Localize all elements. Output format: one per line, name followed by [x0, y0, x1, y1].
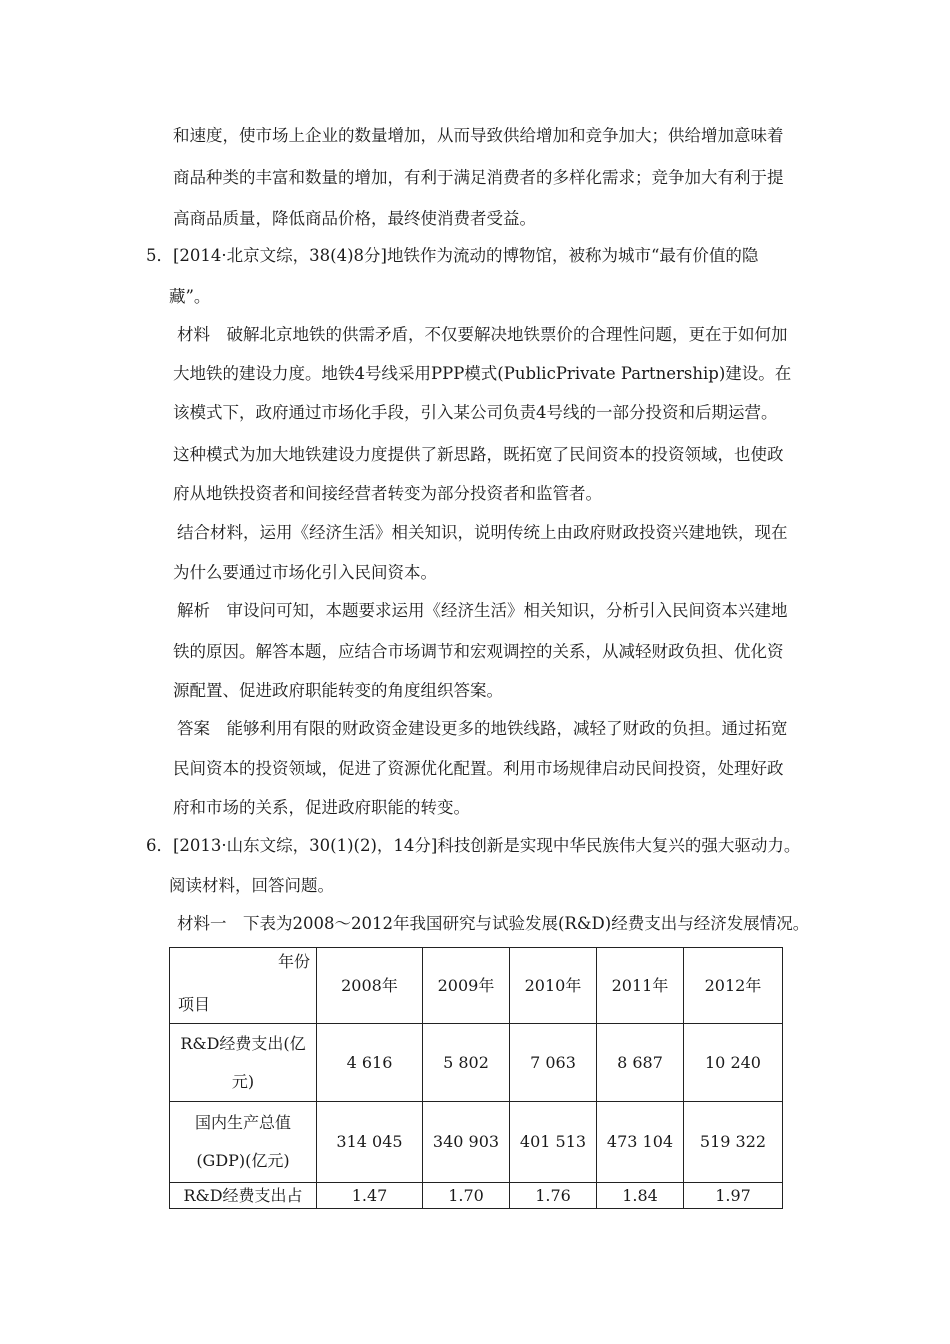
text-line: 阅读材料，回答问题。: [169, 876, 334, 895]
row-label-line: 元): [231, 1071, 255, 1091]
table-cell: 340 903: [423, 1102, 510, 1183]
text-line: 该模式下，政府通过市场化手段，引入某公司负责4号线的一部分投资和后期运营。: [173, 403, 778, 422]
year-header: 2009年: [423, 948, 510, 1024]
table-cell: 473 104: [597, 1102, 684, 1183]
table-cell: 4 616: [317, 1024, 423, 1102]
question-6-heading: 6．[2013·山东文综，30(1)(2)，14分]科技创新是实现中华民族伟大复兴的强大驱动力。: [146, 836, 801, 855]
table-cell: 1.97: [684, 1183, 783, 1209]
row-label: [170, 1102, 317, 1183]
question-5-heading: 5．[2014·北京文综，38(4)8分]地铁作为流动的博物馆，被称为城市“最有价值的隐: [146, 246, 759, 265]
table-row: [170, 1024, 783, 1102]
table-cell: 401 513: [510, 1102, 597, 1183]
table-cell: 314 045: [317, 1102, 423, 1183]
text-line: 藏”。: [169, 287, 211, 306]
text-line: 高商品质量，降低商品价格，最终使消费者受益。: [173, 209, 536, 228]
rd-expenditure-table: [169, 947, 783, 1209]
material-paragraph: 材料 破解北京地铁的供需矛盾，不仅要解决地铁票价的合理性问题，更在于如何加: [177, 325, 788, 344]
table-cell: 5 802: [423, 1024, 510, 1102]
row-label-line: (GDP)(亿元): [196, 1151, 290, 1170]
text-line: 商品种类的丰富和数量的增加，有利于满足消费者的多样化需求；竞争加大有利于提: [173, 168, 784, 187]
answer-paragraph: 答案 能够利用有限的财政资金建设更多的地铁线路，减轻了财政的负担。通过拓宽: [177, 719, 788, 738]
year-header: 2010年: [510, 948, 597, 1024]
table-corner-cell: [170, 948, 317, 1024]
analysis-paragraph: 解析 审设问可知，本题要求运用《经济生活》相关知识，分析引入民间资本兴建地: [177, 601, 788, 620]
corner-year-label: 年份: [277, 952, 310, 971]
material-one-caption: 材料一 下表为2008～2012年我国研究与试验发展(R&D)经费支出与经济发展情况。: [177, 914, 810, 933]
year-header: 2011年: [597, 948, 684, 1024]
table-cell: 1.47: [317, 1183, 423, 1209]
table-row: [170, 1102, 783, 1183]
corner-item-label: 项目: [178, 995, 211, 1014]
table-cell: 1.70: [423, 1183, 510, 1209]
table-cell: 1.84: [597, 1183, 684, 1209]
text-line: 铁的原因。解答本题，应结合市场调节和宏观调控的关系，从减轻财政负担、优化资: [173, 642, 784, 661]
text-line: 府和市场的关系，促进政府职能的转变。: [173, 798, 470, 817]
table-header-row: [170, 948, 783, 1024]
table-cell: 519 322: [684, 1102, 783, 1183]
text-line: 府从地铁投资者和间接经营者转变为部分投资者和监管者。: [173, 484, 602, 503]
text-line: 民间资本的投资领域，促进了资源优化配置。利用市场规律启动民间投资，处理好政: [173, 759, 784, 778]
text-line: 为什么要通过市场化引入民间资本。: [173, 563, 437, 582]
row-label: R&D经费支出占: [170, 1183, 317, 1209]
text-line: 这种模式为加大地铁建设力度提供了新思路，既拓宽了民间资本的投资领域，也使政: [173, 445, 784, 464]
text-line: 源配置、促进政府职能转变的角度组织答案。: [173, 681, 503, 700]
table-cell: 10 240: [684, 1024, 783, 1102]
row-label: [170, 1024, 317, 1102]
row-label-line: 国内生产总值: [194, 1113, 291, 1132]
table-cell: 7 063: [510, 1024, 597, 1102]
year-header: 2008年: [317, 948, 423, 1024]
text-line: 和速度，使市场上企业的数量增加，从而导致供给增加和竞争加大；供给增加意味着: [173, 126, 784, 145]
table-row: [170, 1183, 783, 1209]
table-cell: 8 687: [597, 1024, 684, 1102]
text-line: 大地铁的建设力度。地铁4号线采用PPP模式(PublicPrivate Partnership)建设。在: [173, 364, 792, 383]
year-header: 2012年: [684, 948, 783, 1024]
row-label-line: R&D经费支出(亿: [180, 1033, 306, 1053]
table-cell: 1.76: [510, 1183, 597, 1209]
question-prompt: 结合材料，运用《经济生活》相关知识，说明传统上由政府财政投资兴建地铁，现在: [177, 523, 788, 542]
